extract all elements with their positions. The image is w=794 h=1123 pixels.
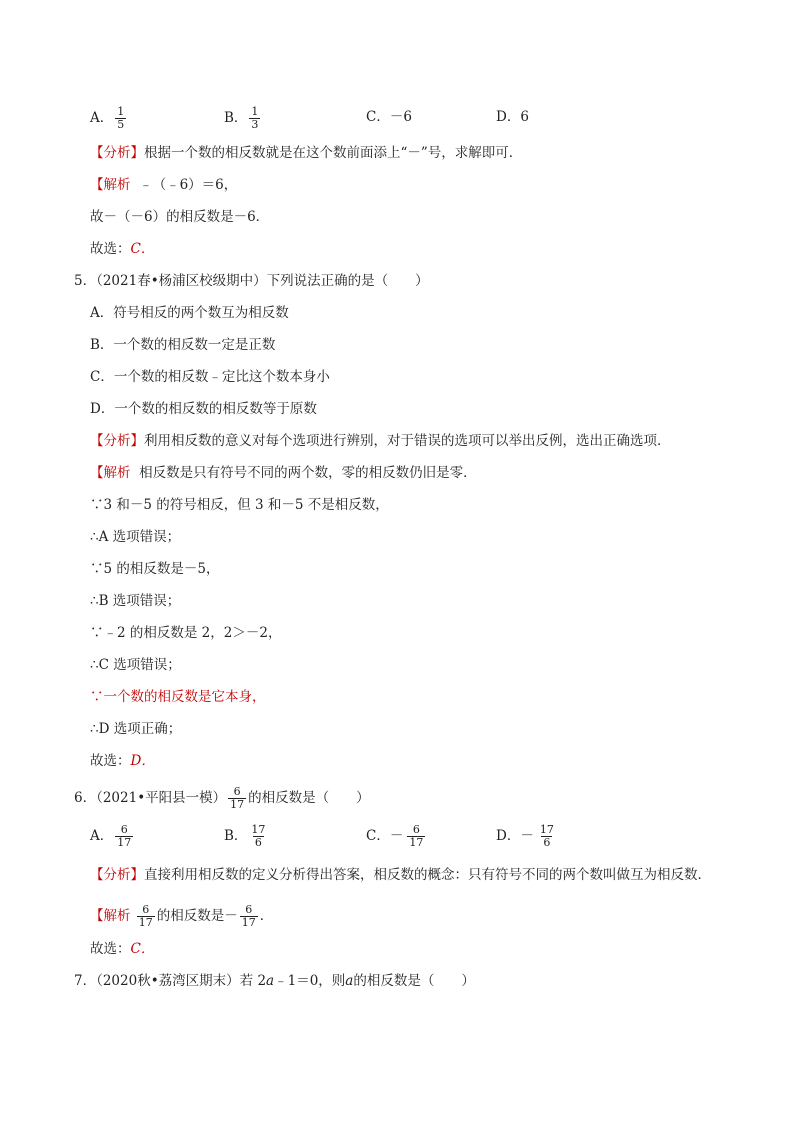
stem-middle: ﹣1＝0，则: [274, 973, 346, 989]
q4-option-a: [90, 106, 128, 131]
q4-option-c: C．－6: [366, 109, 412, 125]
option-label: D．: [496, 828, 521, 844]
numerator: 6: [120, 823, 128, 836]
solution-tag: 【解析: [90, 908, 131, 924]
q5-option-c: C．一个数的相反数﹣定比这个数本身小: [90, 369, 330, 385]
option-label: B．: [224, 110, 248, 126]
numerator: 6: [412, 823, 420, 836]
q6-option-c: [366, 824, 427, 849]
q6-option-a: [90, 824, 135, 849]
numerator: 1: [117, 105, 125, 118]
analysis-text: 根据一个数的相反数就是在这个数前面添上“－”号，求解即可．: [144, 145, 523, 161]
q7-stem: [74, 972, 475, 990]
q5-step-7: ∵一个数的相反数是它本身，: [90, 689, 266, 705]
solution-end: ．: [259, 908, 274, 924]
numerator: 1: [251, 105, 259, 118]
q5-step-4: ∴B 选项错误；: [90, 593, 181, 609]
q5-option-d: D．一个数的相反数的相反数等于原数: [90, 401, 317, 417]
fraction: [115, 106, 126, 131]
q4-option-d: D．6: [496, 109, 529, 125]
analysis-tag: 【分析】: [90, 867, 144, 883]
minus-sign: －: [389, 828, 404, 844]
q5-step-3: ∵5 的相反数是－5，: [90, 561, 220, 577]
fraction: [137, 904, 155, 929]
solution-text: 相反数是只有符号不同的两个数，零的相反数仍旧是零．: [139, 465, 477, 481]
q6-solution: [90, 904, 273, 929]
q5-step-6: ∴C 选项错误；: [90, 657, 181, 673]
stem-prefix: 7．（2020秋•荔湾区期末）若 2: [74, 973, 267, 989]
answer-prefix: 故选：: [90, 753, 131, 769]
answer-value: D．: [130, 753, 155, 769]
q5-step-5: ∵﹣2 的相反数是 2，2＞－2，: [90, 625, 282, 641]
denominator: 17: [230, 798, 245, 811]
denominator: 6: [543, 836, 551, 849]
fraction: [249, 824, 267, 849]
numerator: 17: [251, 823, 266, 836]
stem-suffix: 的相反数是（ ）: [353, 973, 475, 989]
q5-solution: [90, 464, 477, 482]
solution-tag: 【解析: [90, 177, 131, 193]
solution-text: ﹣（﹣6）＝6，: [139, 177, 238, 193]
q4-solution: [90, 176, 237, 194]
q5-answer: [90, 752, 155, 770]
answer-prefix: 故选：: [90, 241, 131, 257]
fraction: [407, 824, 425, 849]
denominator: 17: [138, 916, 153, 929]
minus-sign: －: [520, 828, 534, 844]
fraction: [228, 786, 246, 811]
q5-stem: 5．（2021春•杨浦区校级期中）下列说法正确的是（ ）: [74, 273, 429, 289]
answer-prefix: 故选：: [90, 941, 131, 957]
q6-option-d: [496, 824, 558, 849]
option-label: B．: [224, 828, 248, 844]
numerator: 6: [233, 785, 241, 798]
option-label: A．: [90, 828, 114, 844]
analysis-text: 直接利用相反数的定义分析得出答案，相反数的概念：只有符号不同的两个数叫做互为相反数．: [144, 867, 711, 883]
q6-stem: [74, 786, 370, 811]
numerator: 6: [142, 903, 150, 916]
stem-prefix: 6．（2021•平阳县一模）: [74, 790, 227, 806]
q5-option-a: A．符号相反的两个数互为相反数: [90, 305, 289, 321]
q4-option-b: [224, 106, 262, 131]
denominator: 5: [117, 118, 125, 131]
answer-value: C．: [130, 241, 155, 257]
variable: a: [266, 973, 275, 989]
q5-step-1: ∵3 和－5 的符号相反，但 3 和－5 不是相反数，: [90, 497, 389, 513]
q5-step-8: ∴D 选项正确；: [90, 721, 182, 737]
numerator: 6: [245, 903, 253, 916]
q4-solution-line2: 故－（－6）的相反数是－6．: [90, 209, 270, 225]
answer-value: C．: [130, 941, 155, 957]
q6-option-b: [224, 824, 269, 849]
q5-analysis: [90, 432, 671, 450]
variable: a: [345, 973, 354, 989]
q6-answer: [90, 940, 154, 958]
option-label: A．: [90, 110, 114, 126]
q4-answer: [90, 240, 154, 258]
q5-step-2: ∴A 选项错误；: [90, 529, 181, 545]
option-label: C．: [366, 828, 390, 844]
fraction: [249, 106, 260, 131]
analysis-tag: 【分析】: [90, 433, 144, 449]
denominator: 6: [254, 836, 262, 849]
numerator: 17: [539, 823, 554, 836]
stem-suffix: 的相反数是（ ）: [248, 790, 370, 806]
solution-text: 的相反数是－: [156, 908, 238, 924]
denominator: 17: [409, 836, 424, 849]
solution-tag: 【解析: [90, 465, 131, 481]
denominator: 3: [251, 118, 259, 131]
analysis-text: 利用相反数的意义对每个选项进行辨别，对于错误的选项可以举出反例，选出正确选项．: [144, 433, 671, 449]
analysis-tag: 【分析】: [90, 145, 144, 161]
fraction: [538, 824, 556, 849]
q6-analysis: [90, 866, 711, 884]
denominator: 17: [117, 836, 132, 849]
denominator: 17: [241, 916, 256, 929]
q4-analysis: [90, 144, 522, 162]
fraction: [240, 904, 258, 929]
fraction: [115, 824, 133, 849]
q5-option-b: B．一个数的相反数一定是正数: [90, 337, 276, 353]
